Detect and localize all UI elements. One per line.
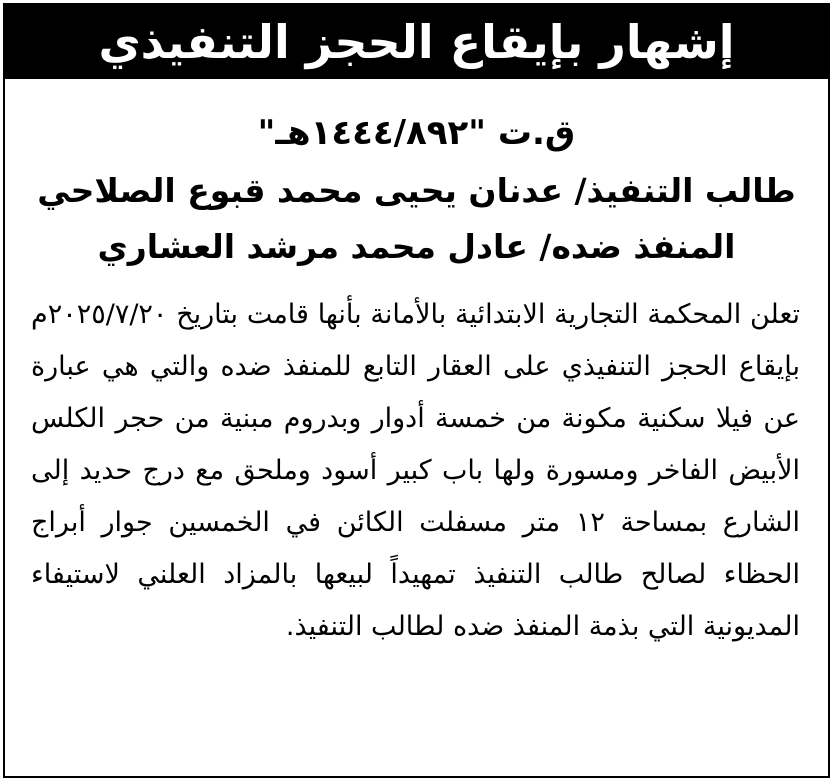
court-notice [3,3,830,778]
notice-header [5,5,828,79]
case-number: ق.ت "١٤٤٤/٨٩٢هـ" [257,113,576,153]
respondent-line: المنفذ ضده/ عادل محمد مرشد العشاري [97,227,736,266]
applicant-line: طالب التنفيذ/ عدنان يحيى محمد قبوع الصلاحي [37,171,796,210]
notice-title: إشهار بإيقاع الحجز التنفيذي [98,15,735,69]
notice-body: تعلن المحكمة التجارية الابتدائية بالأمانة بأنها قامت بتاريخ ٢٠٢٥/٧/٢٠م بإيقاع الحجز التنفيذي على العقار التابع للمنفذ ضده والتي هي عبارة عن فيلا سكنية مكونة من خمسة أدوار وبدروم مبنية من حجر الكلس الأبيض الفاخر ومسورة ولها باب كبير أسود وملحق مع درج حديد إلى الشارع بمساحة ١٢ متر مسفلت الكائن في الخمسين جوار أبراج الحظاء لصالح طالب التنفيذ تمهيداً لبيعها بالمزاد العلني لاستيفاء المديونية التي بذمة المنفذ ضده لطالب التنفيذ. [31,299,800,642]
